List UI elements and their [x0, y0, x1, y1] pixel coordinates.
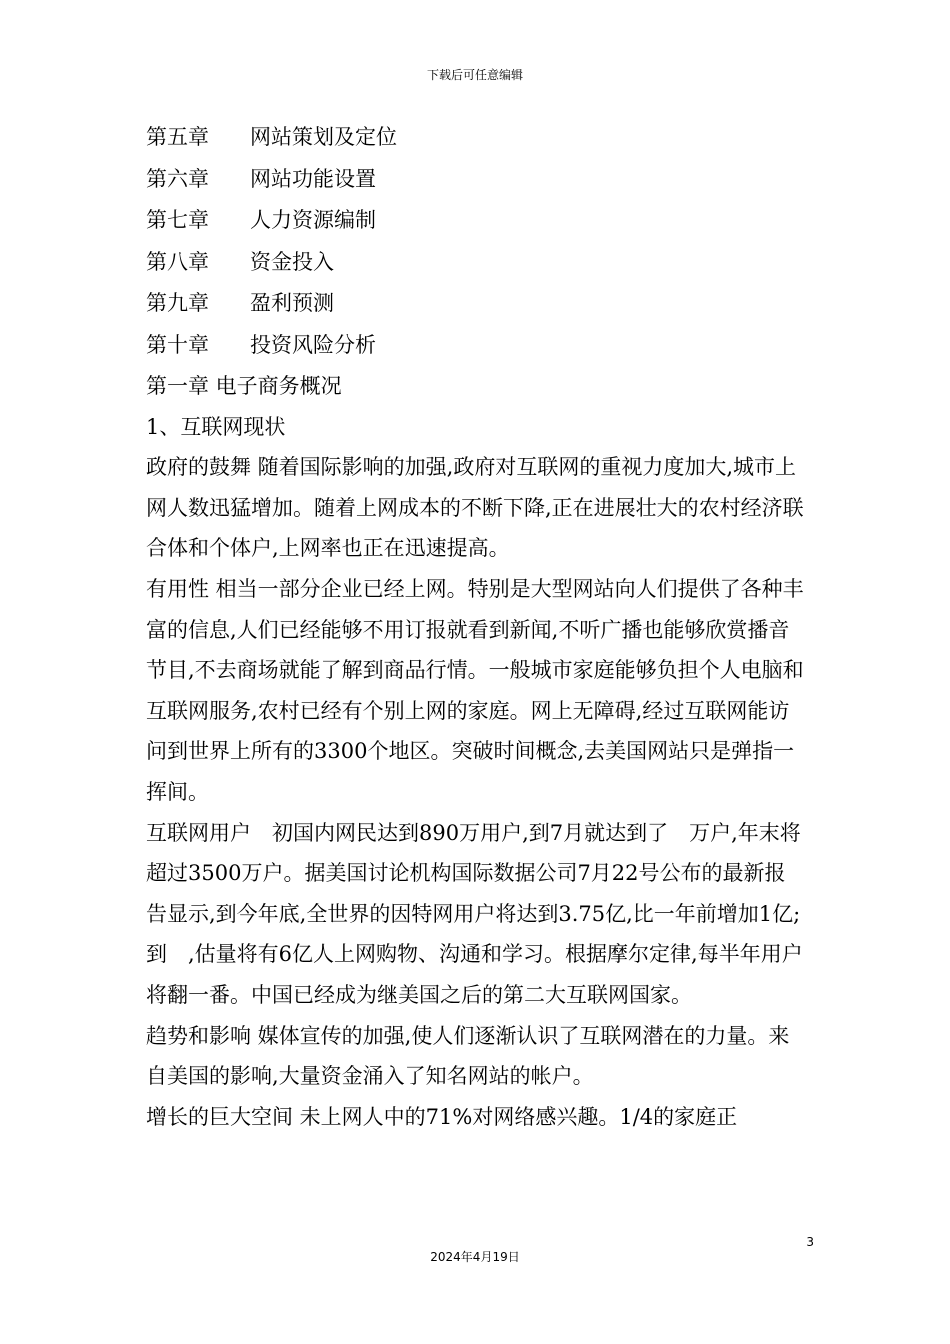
footer-date: 2024年4月19日: [430, 1250, 520, 1264]
toc-chapter: 第八章: [146, 249, 209, 274]
paragraph-internet-users: 互联网用户 初国内网民达到890万用户,到7月就达到了 万户,年末将超过3500万户。据美国讨论机构国际数据公司7月22号公布的最新报告显示,到今年底,全世界的因特网用户将达到3.75亿,比一年前增加1亿;到 ,估量将有6亿人上网购物、沟通和学习。根据摩尔定律,每半年用户将翻一番。中国已经成为继美国之后的第二大互联网国家。: [146, 820, 803, 1007]
paragraph-trends: 趋势和影响 媒体宣传的加强,使人们逐渐认识了互联网潜在的力量。来自美国的影响,大量资金涌入了知名网站的帐户。: [146, 1023, 790, 1089]
toc-title: 人力资源编制: [250, 208, 376, 232]
toc-item: [146, 242, 806, 284]
document-body: [146, 366, 806, 1137]
page-header-note: 下载后可任意编辑: [426, 68, 523, 82]
toc-item: [146, 200, 806, 242]
toc-chapter: 第五章: [146, 125, 209, 149]
toc-title: 网站功能设置: [250, 166, 376, 191]
toc-chapter: 第九章: [146, 291, 209, 315]
paragraph-growth-space: 增长的巨大空间 未上网人中的71%对网络感兴趣。1/4的家庭正: [146, 1104, 738, 1129]
toc-title: 网站策划及定位: [250, 125, 397, 149]
chapter-heading: 第一章 电子商务概况: [146, 374, 342, 398]
paragraph-government: 政府的鼓舞 随着国际影响的加强,政府对互联网的重视力度加大,城市上网人数迅猛增加。随着上网成本的不断下降,正在进展壮大的农村经济联合体和个体户,上网率也正在迅速提高。: [146, 455, 804, 561]
toc-chapter: 第六章: [146, 166, 209, 191]
toc-title: 投资风险分析: [250, 332, 376, 357]
toc-item: [146, 283, 806, 325]
page-number: 3: [806, 1235, 814, 1249]
table-of-contents: [146, 117, 806, 366]
toc-title: 资金投入: [250, 249, 334, 274]
toc-item: [146, 159, 806, 201]
toc-chapter: 第十章: [146, 332, 209, 357]
toc-chapter: 第七章: [146, 208, 209, 232]
paragraph-usefulness: 有用性 相当一部分企业已经上网。特别是大型网站向人们提供了各种丰富的信息,人们已经能够不用订报就看到新闻,不听广播也能够欣赏播音节目,不去商场就能了解到商品行情。一般城市家庭能够负担个人电脑和互联网服务,农村已经有个别上网的家庭。网上无障碍,经过互联网能访问到世界上所有的3300个地区。突破时间概念,去美国网站只是弹指一挥间。: [146, 576, 804, 804]
toc-item: [146, 325, 806, 367]
toc-item: [146, 117, 806, 159]
toc-title: 盈利预测: [250, 291, 334, 315]
section-heading: 1、互联网现状: [146, 414, 286, 439]
